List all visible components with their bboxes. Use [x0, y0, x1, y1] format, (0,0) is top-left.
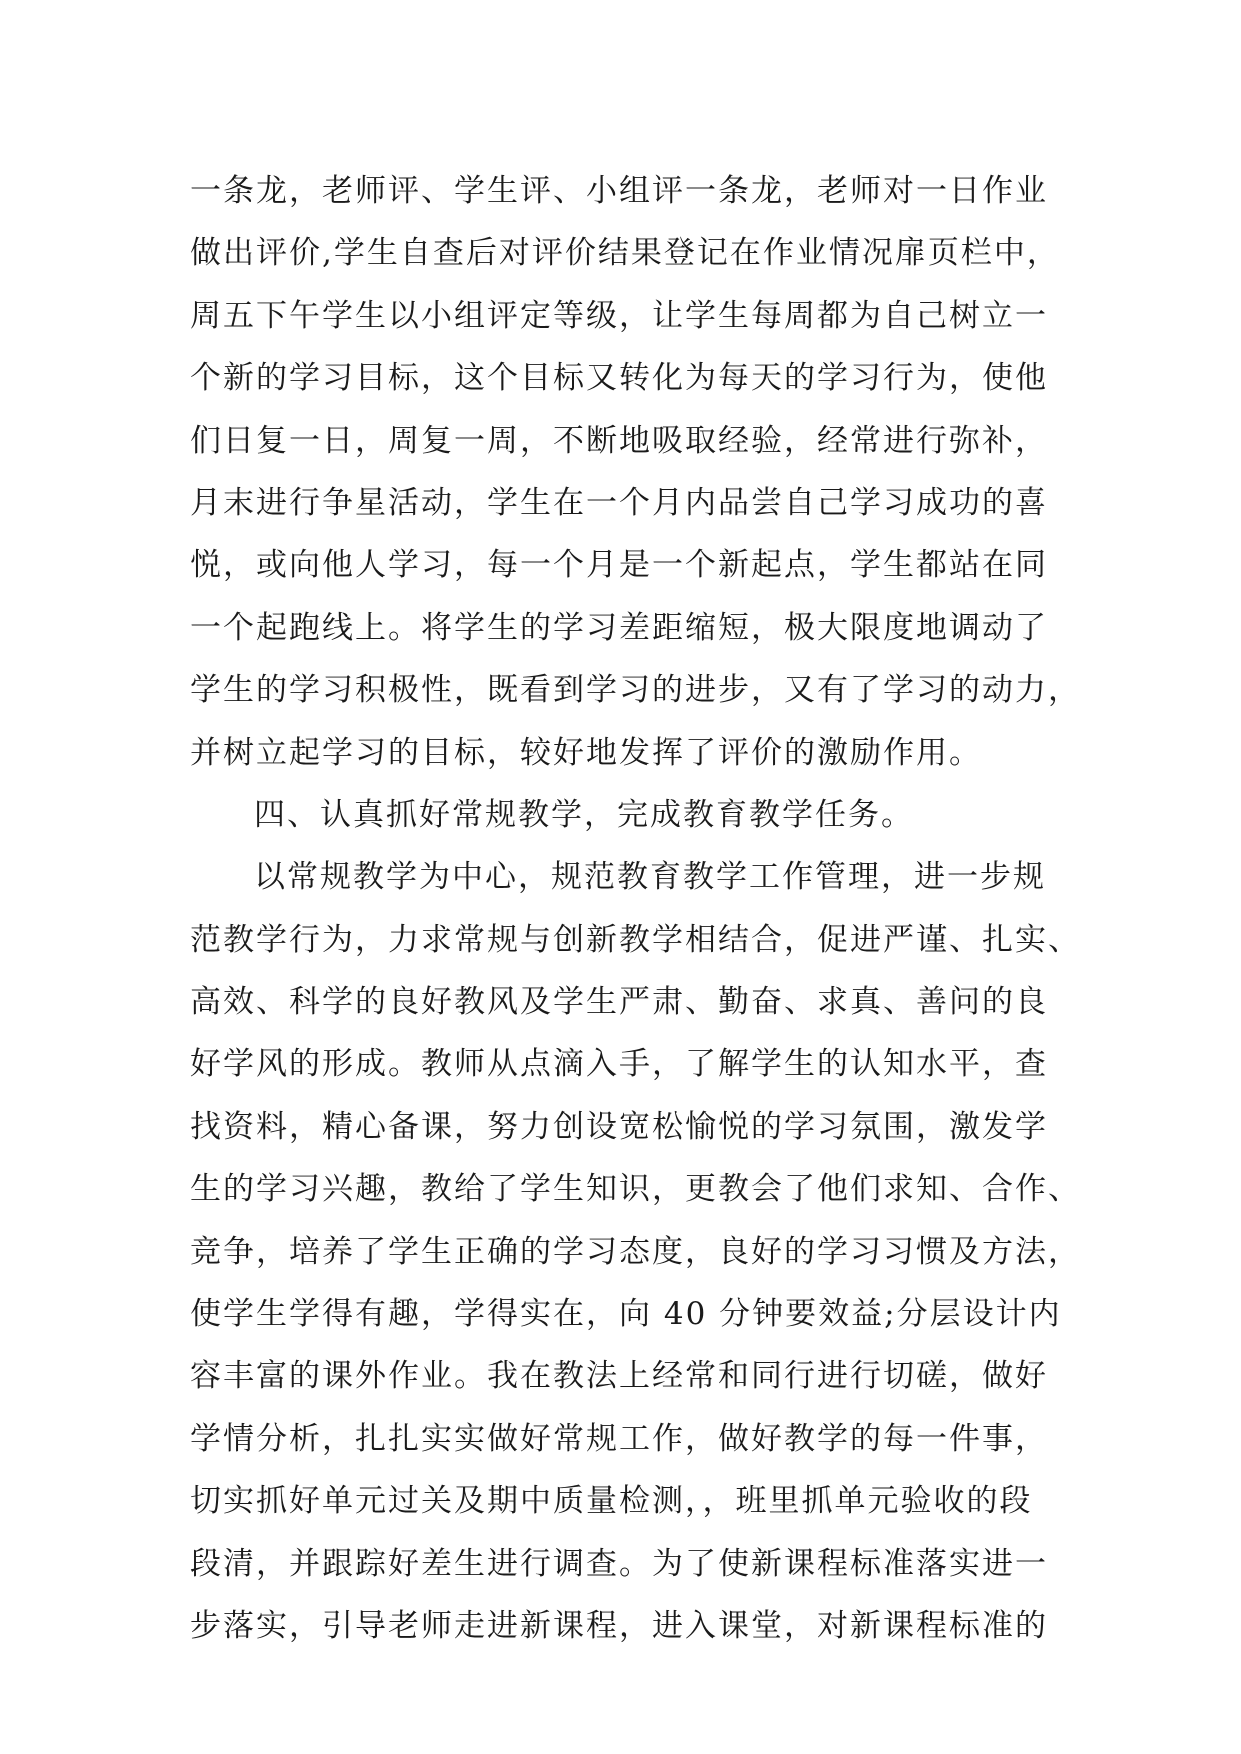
text-line: 一个起跑线上。将学生的学习差距缩短，极大限度地调动了 — [190, 609, 1048, 646]
body-text — [190, 160, 1090, 1657]
text-line: 高效、科学的良好教风及学生严肃、勤奋、求真、善问的良 — [190, 984, 1048, 1021]
text-line: 做出评价,学生自查后对评价结果登记在作业情况扉页栏中， — [190, 235, 1060, 272]
text-line: 学情分析，扎扎实实做好常规工作，做好教学的每一件事， — [190, 1420, 1048, 1457]
section-heading: 四、认真抓好常规教学，完成教育教学任务。 — [254, 796, 914, 833]
text-line: 范教学行为，力求常规与创新教学相结合，促进严谨、扎实、 — [190, 921, 1081, 958]
text-line: 一条龙，老师评、学生评、小组评一条龙，老师对一日作业 — [190, 173, 1048, 209]
text-line: 段清，并跟踪好差生进行调查。为了使新课程标准落实进一 — [190, 1545, 1048, 1582]
text-line: 学生的学习积极性，既看到学习的进步，又有了学习的动力， — [190, 672, 1081, 709]
text-line: 竞争，培养了学生正确的学习态度，良好的学习习惯及方法， — [190, 1233, 1081, 1270]
text-line: 步落实，引导老师走进新课程，进入课堂，对新课程标准的 — [190, 1607, 1048, 1644]
text-line: 悦，或向他人学习，每一个月是一个新起点，学生都站在同 — [190, 547, 1048, 584]
text-line: 周五下午学生以小组评定等级，让学生每周都为自己树立一 — [190, 297, 1048, 334]
text-line: 切实抓好单元过关及期中质量检测，，班里抓单元验收的段 — [190, 1483, 1033, 1520]
text-line: 找资料，精心备课，努力创设宽松愉悦的学习氛围，激发学 — [190, 1108, 1048, 1145]
text-line: 并树立起学习的目标，较好地发挥了评价的激励作用。 — [190, 734, 982, 771]
text-line: 生的学习兴趣，教给了学生知识，更教会了他们求知、合作、 — [190, 1171, 1081, 1208]
text-line: 使学生学得有趣，学得实在，向 40 分钟要效益;分层设计内 — [190, 1296, 1062, 1333]
text-line: 好学风的形成。教师从点滴入手，了解学生的认知水平，查 — [190, 1046, 1048, 1083]
text-line: 个新的学习目标，这个目标又转化为每天的学习行为，使他 — [190, 360, 1048, 397]
text-line: 月末进行争星活动，学生在一个月内品尝自己学习成功的喜 — [190, 484, 1048, 521]
text-line: 容丰富的课外作业。我在教法上经常和同行进行切磋，做好 — [190, 1358, 1048, 1395]
text-line: 们日复一日，周复一周，不断地吸取经验，经常进行弥补， — [190, 422, 1048, 459]
paragraph-first-line: 以常规教学为中心，规范教育教学工作管理，进一步规 — [254, 859, 1046, 896]
